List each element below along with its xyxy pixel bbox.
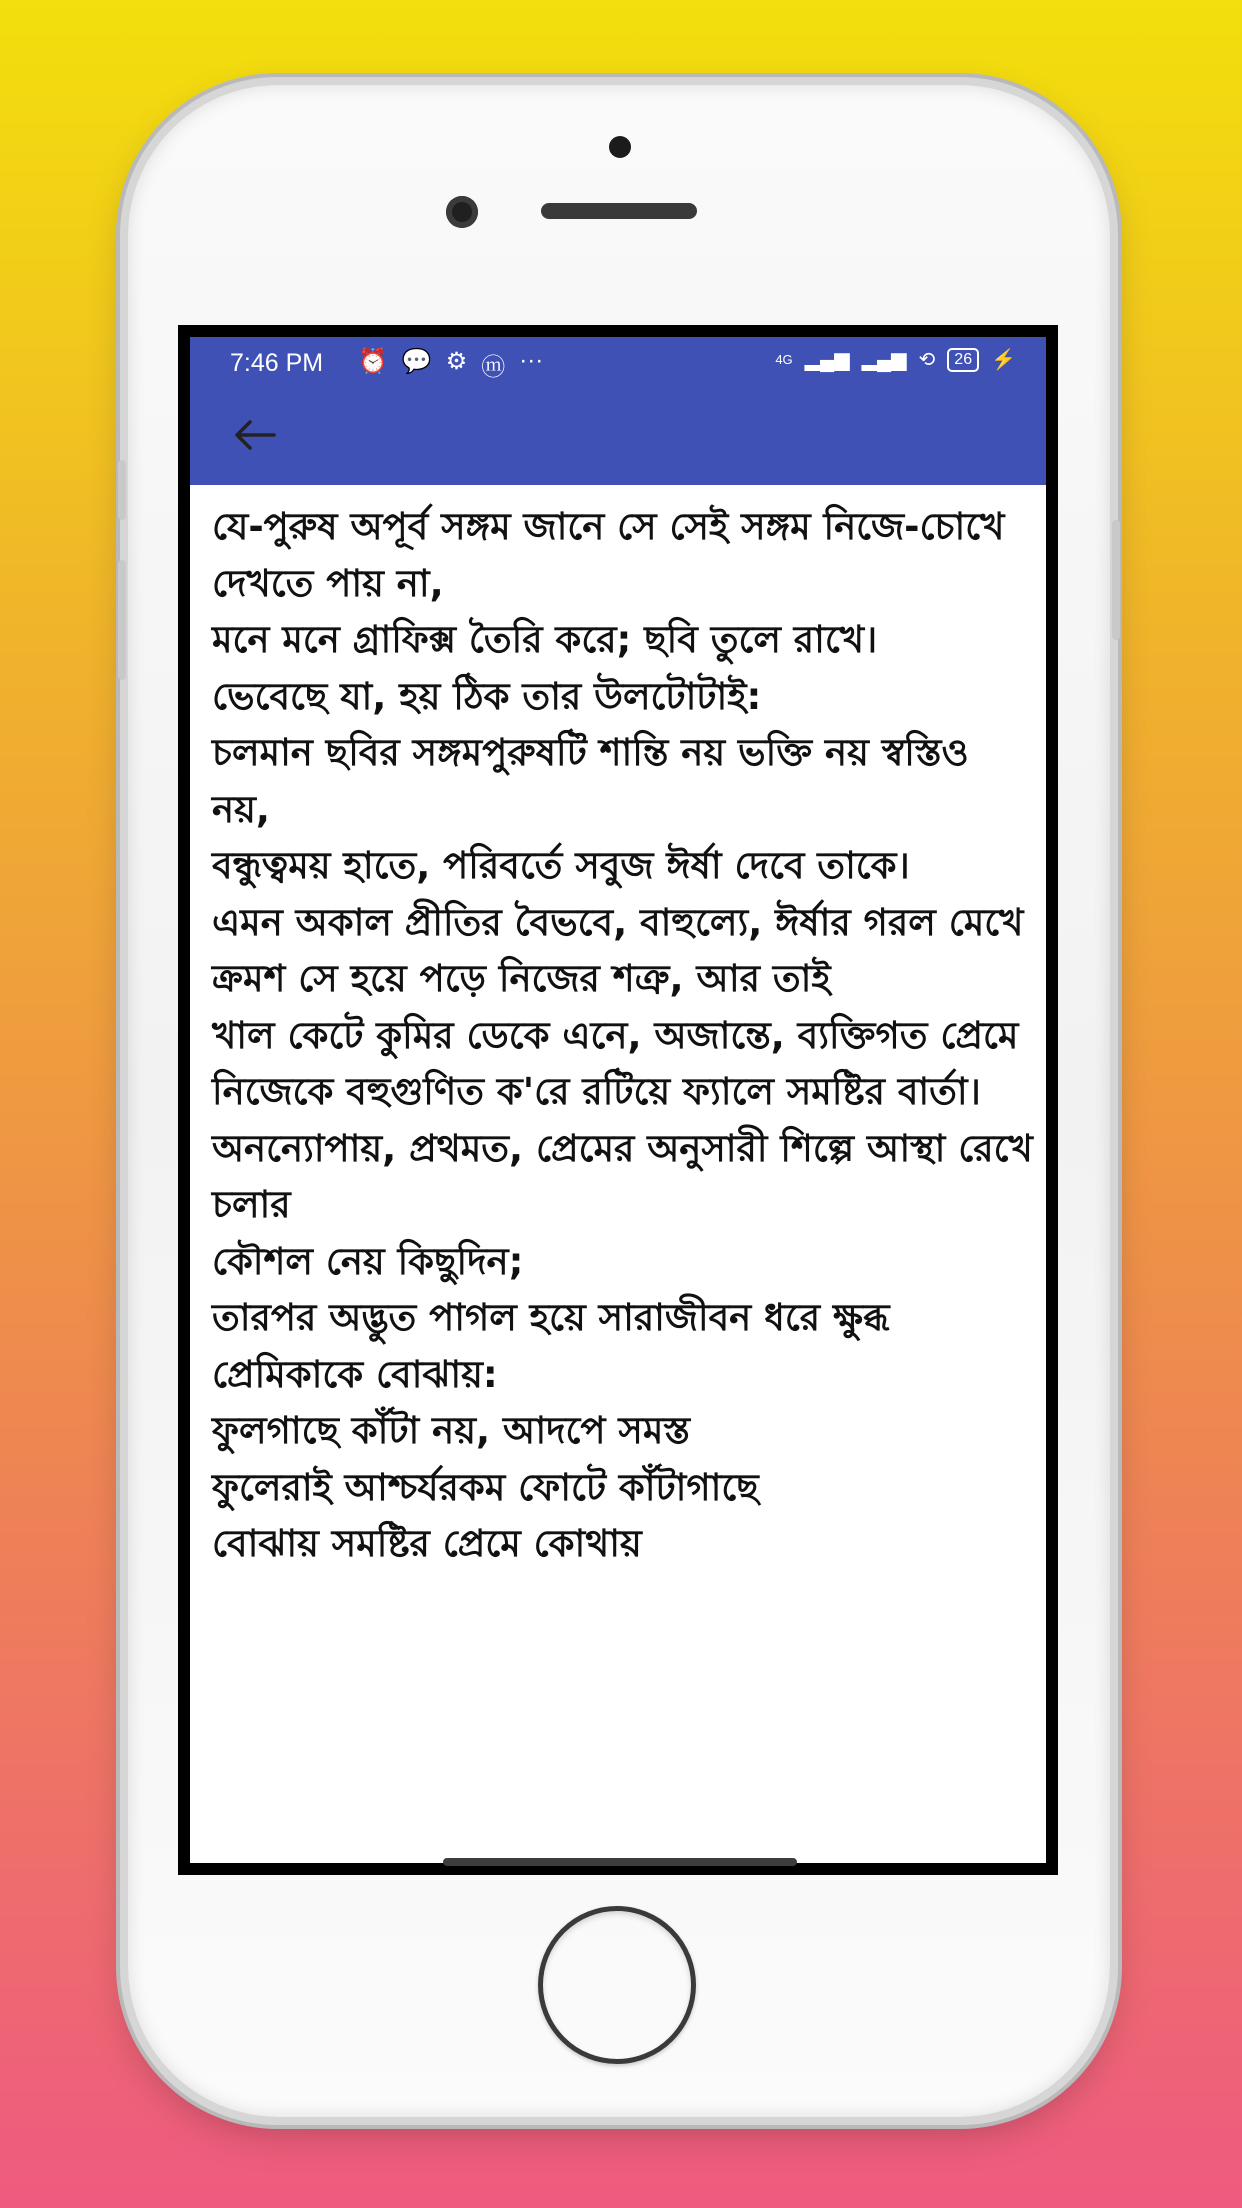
poem-line: ফুলেরাই আশ্চর্যরকম ফোটে কাঁটাগাছে	[212, 1465, 759, 1509]
signal-icon: ▂▄▆	[861, 349, 907, 371]
poem-line: বন্ধুত্বময় হাতে, পরিবর্তে সবুজ ঈর্ষা দেবে তাকে।	[212, 844, 910, 887]
poem-line: মনে মনে গ্রাফিক্স তৈরি করে; ছবি তুলে রাখে।	[212, 618, 878, 661]
more-notifications-icon: ···	[519, 347, 544, 374]
battery-icon	[947, 348, 979, 372]
front-camera	[446, 196, 478, 228]
poem-line: বোঝায় সমষ্টির প্রেমে কোথায়	[212, 1522, 642, 1565]
gesture-bar[interactable]	[443, 1858, 797, 1866]
signal-icon: ▂▄▆	[804, 349, 850, 371]
battery-level: 26	[954, 350, 973, 368]
poem-line: ভেবেছে যা, হয় ঠিক তার উলটোটাই:	[212, 674, 762, 718]
sync-icon: ⟲	[918, 349, 936, 371]
poem-line: যে-পুরুষ অপূর্ব সঙ্গম জানে সে সেই সঙ্গম নিজে-চোখে দেখতে পায় না,	[212, 505, 1005, 605]
poem-line: নিজেকে বহুগুণিত ক'রে রটিয়ে ফ্যালে সমষ্টির বার্তা।	[212, 1070, 981, 1113]
messenger-icon: ⓜ	[481, 354, 506, 381]
system-icons	[775, 347, 1016, 372]
phone-screen	[178, 325, 1058, 1875]
status-time: 7:46 PM	[230, 349, 324, 377]
chat-icon: 💬	[401, 348, 432, 375]
poem-text	[212, 499, 1036, 1573]
alarm-icon: ⏰	[358, 348, 388, 375]
poem-line: কৌশল নেয় কিছুদিন;	[212, 1239, 524, 1283]
poem-line: তারপর অদ্ভুত পাগল হয়ে সারাজীবন ধরে ক্ষুব্ধ প্রেমিকাকে বোঝায়:	[212, 1296, 890, 1396]
volume-button	[118, 560, 126, 680]
poem-line: চলমান ছবির সঙ্গমপুরুষটি শান্তি নয় ভক্তি নয় স্বস্তিও নয়,	[212, 731, 969, 831]
poem-line: ক্রমশ সে হয়ে পড়ে নিজের শত্রু, আর তাই	[212, 957, 831, 1000]
app-bar	[190, 337, 1046, 485]
poem-line: ফুলগাছে কাঁটা নয়, আদপে সমস্ত	[212, 1409, 691, 1452]
app-window	[190, 337, 1046, 1863]
notification-icons	[358, 347, 543, 382]
home-button[interactable]	[538, 1906, 696, 2064]
back-button[interactable]	[230, 415, 278, 455]
poem-line: এমন অকাল প্রীতির বৈভবে, বাহুল্যে, ঈর্ষার গরল মেখে	[212, 900, 1024, 944]
network-type: 4G	[775, 352, 793, 367]
volume-button	[118, 460, 126, 520]
poem-line: খাল কেটে কুমির ডেকে এনে, অজান্তে, ব্যক্তিগত প্রেমে	[212, 1013, 1019, 1057]
arrow-left-icon	[232, 419, 276, 451]
proximity-sensor	[609, 136, 631, 158]
poem-line: অনন্যোপায়, প্রথমত, প্রেমের অনুসারী শিল্পে আস্থা রেখে চলার	[212, 1126, 1033, 1226]
settings-icon: ⚙	[445, 348, 468, 375]
earpiece-speaker	[541, 203, 697, 219]
charging-icon: ⚡	[991, 349, 1016, 371]
power-button	[1112, 520, 1120, 640]
status-bar	[190, 337, 1046, 389]
